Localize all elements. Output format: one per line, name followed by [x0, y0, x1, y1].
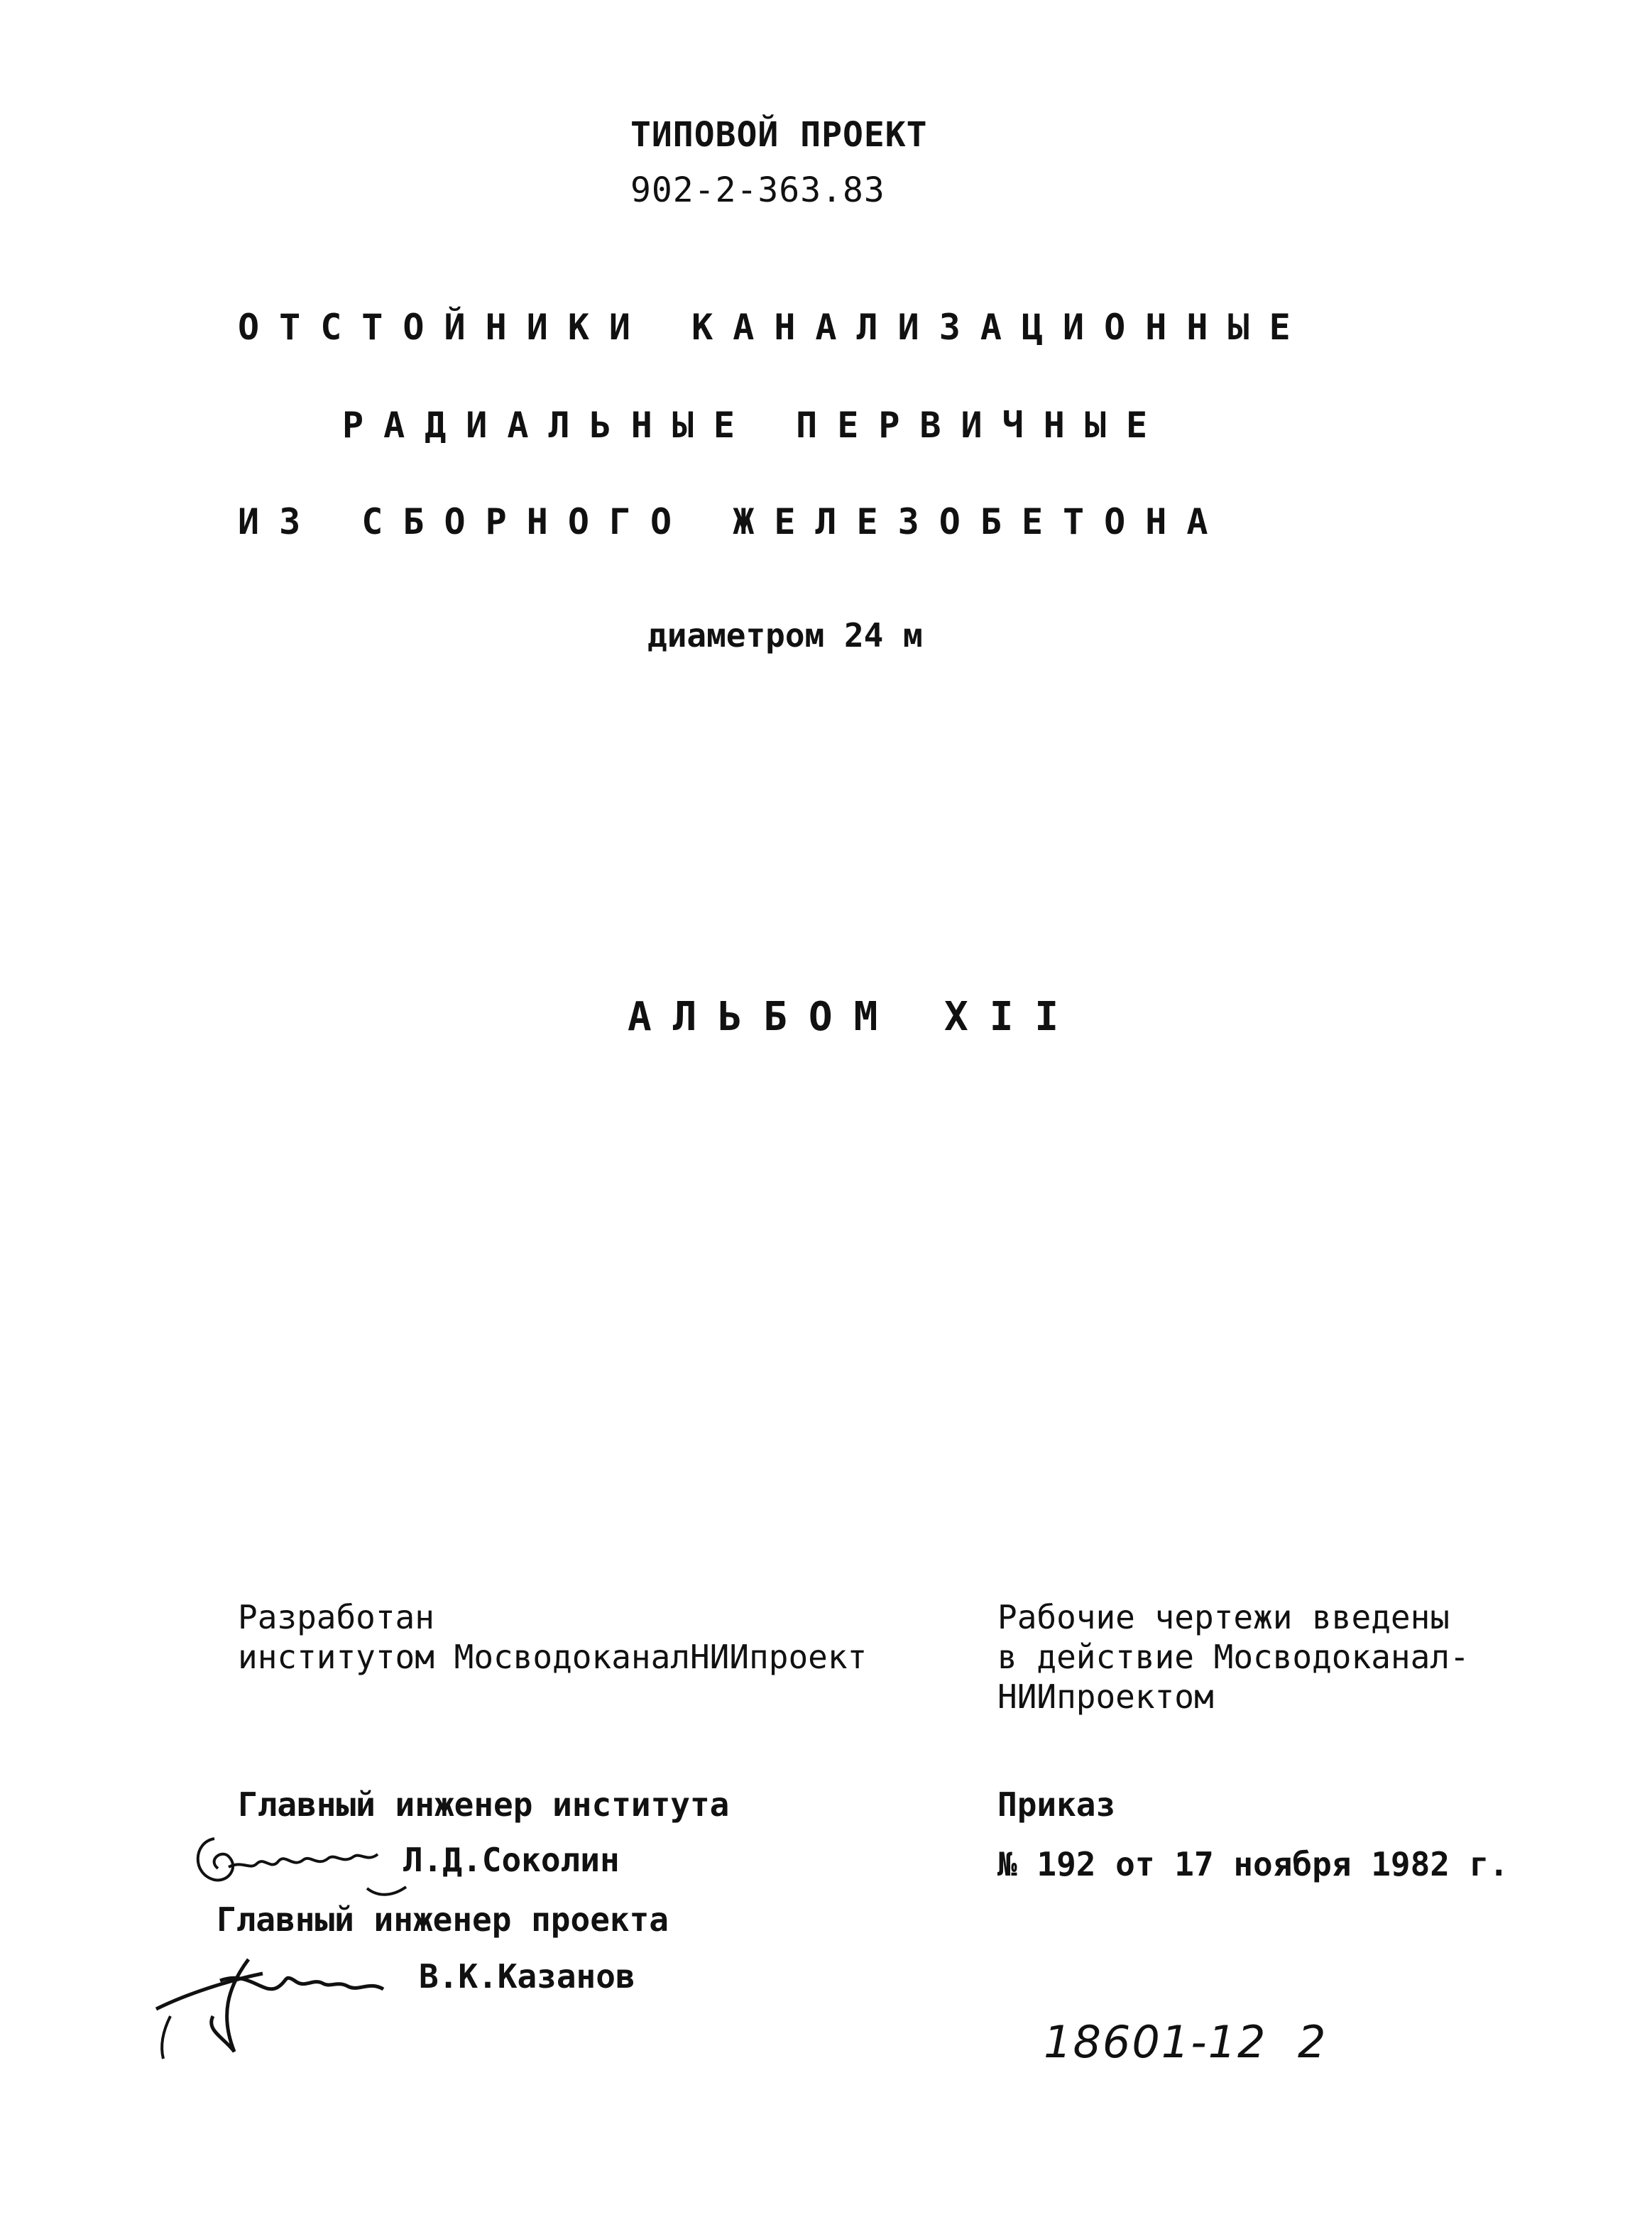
project-type: ТИПОВОЙ ПРОЕКТ — [630, 115, 928, 155]
order-details: № 192 от 17 ноября 1982 г. — [997, 1845, 1509, 1883]
title-line-2: РАДИАЛЬНЫЕ ПЕРВИЧНЫЕ — [342, 405, 1168, 446]
stamp-code: 18601-12 — [1044, 2016, 1267, 2068]
sokolin-signature — [186, 1817, 413, 1903]
title-line-3: ИЗ СБОРНОГО ЖЕЛЕЗОБЕТОНА — [238, 501, 1228, 542]
chief-institute-name: Л.Д.Соколин — [403, 1841, 620, 1879]
developed-line-2: институтом МосводоканалНИИпроект — [238, 1638, 868, 1676]
title-line-1: ОТСТОЙНИКИ КАНАЛИЗАЦИОННЫЕ — [238, 307, 1311, 348]
developed-block — [238, 1597, 867, 1677]
order-label: Приказ — [997, 1785, 1116, 1824]
introduced-line-3: НИИпроектом — [997, 1678, 1214, 1716]
chief-institute-title: Главный инженер института — [238, 1785, 730, 1824]
project-number: 902-2-363.83 — [630, 170, 885, 210]
chief-project-name: В.К.Казанов — [419, 1957, 635, 1996]
introduced-line-1: Рабочие чертежи введены — [997, 1598, 1450, 1636]
stamp-page: 2 — [1298, 2016, 1328, 2068]
diameter-subtitle: диаметром 24 м — [647, 616, 923, 655]
kazanov-signature — [142, 1931, 398, 2066]
album-label: АЛЬБОМ XII — [628, 994, 1081, 1040]
introduced-block — [997, 1597, 1470, 1717]
developed-line-1: Разработан — [238, 1598, 434, 1636]
chief-project-title: Главный инженер проекта — [217, 1900, 669, 1939]
introduced-line-2: в действие Мосводоканал- — [997, 1638, 1470, 1676]
